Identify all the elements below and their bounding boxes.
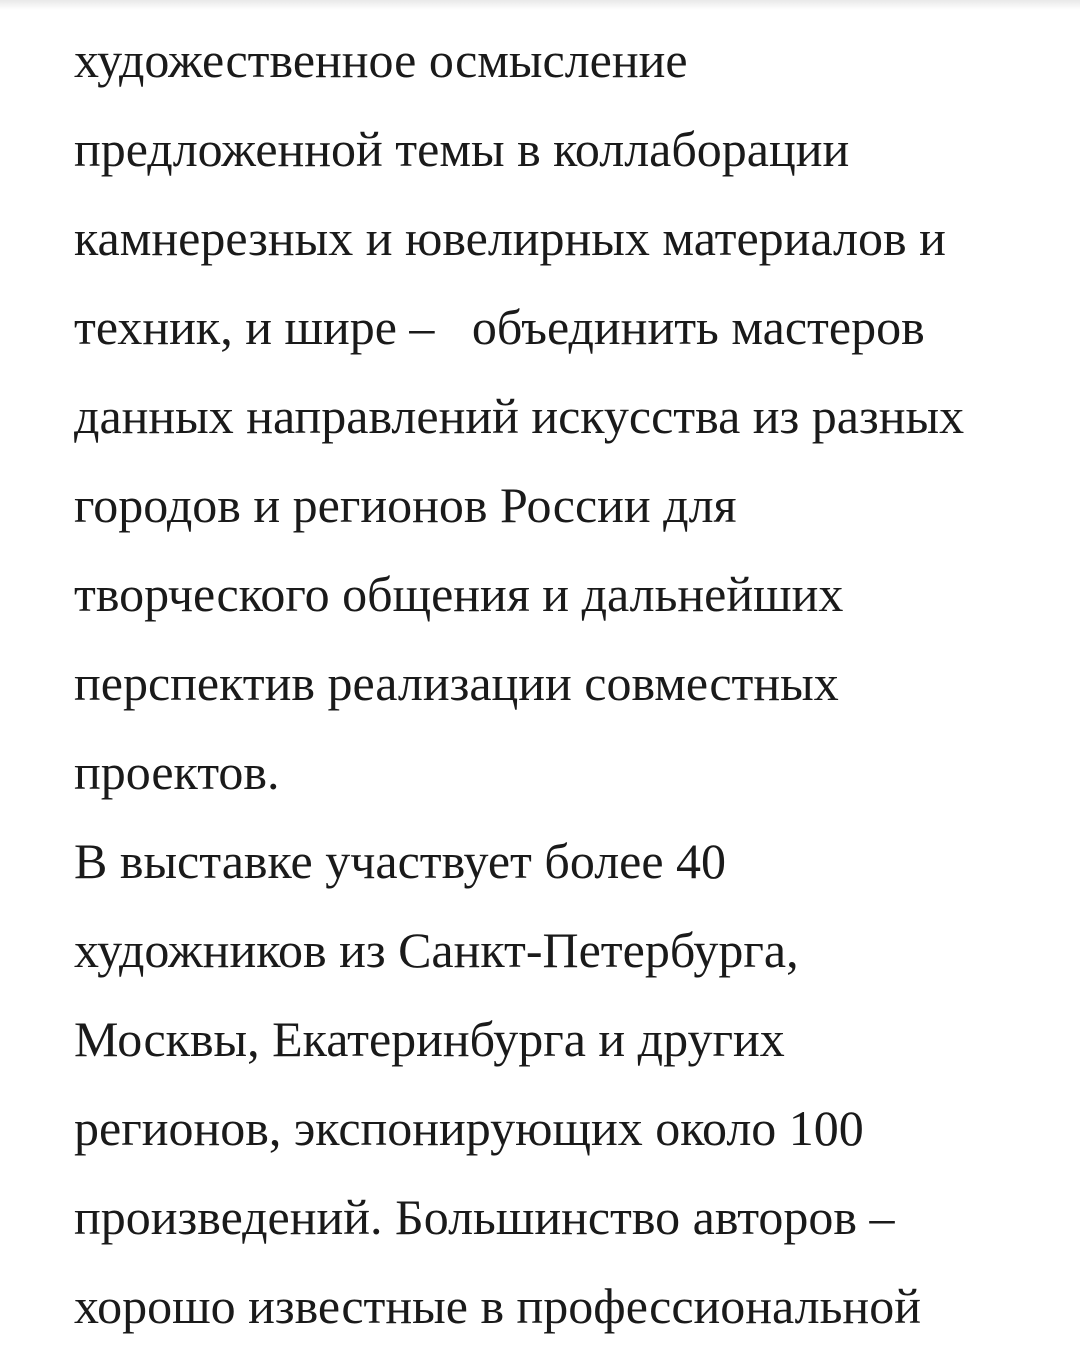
top-edge-shadow	[0, 0, 1080, 10]
text-line-4: техник, и шире – объединить мастеров	[74, 299, 925, 355]
text-line-3: камнерезных и ювелирных материалов и	[74, 210, 946, 266]
text-line-2: предложенной темы в коллаборации	[74, 121, 850, 177]
text-line-15: хорошо известные в профессиональной	[74, 1278, 921, 1334]
text-line-8: перспектив реализации совместных	[74, 655, 839, 711]
text-line-14: произведений. Большинство авторов –	[74, 1189, 895, 1245]
text-line-1: художественное осмысление	[74, 32, 688, 88]
text-line-12: Москвы, Екатеринбурга и других	[74, 1011, 785, 1067]
text-line-13: регионов, экспонирующих около 100	[74, 1100, 864, 1156]
text-line-9: проектов.	[74, 744, 280, 800]
text-line-6: городов и регионов России для	[74, 477, 737, 533]
text-line-7: творческого общения и дальнейших	[74, 566, 844, 622]
text-line-11: художников из Санкт-Петербурга,	[74, 922, 799, 978]
text-line-5: данных направлений искусства из разных	[74, 388, 965, 444]
text-line-10: В выставке участвует более 40	[74, 833, 727, 889]
